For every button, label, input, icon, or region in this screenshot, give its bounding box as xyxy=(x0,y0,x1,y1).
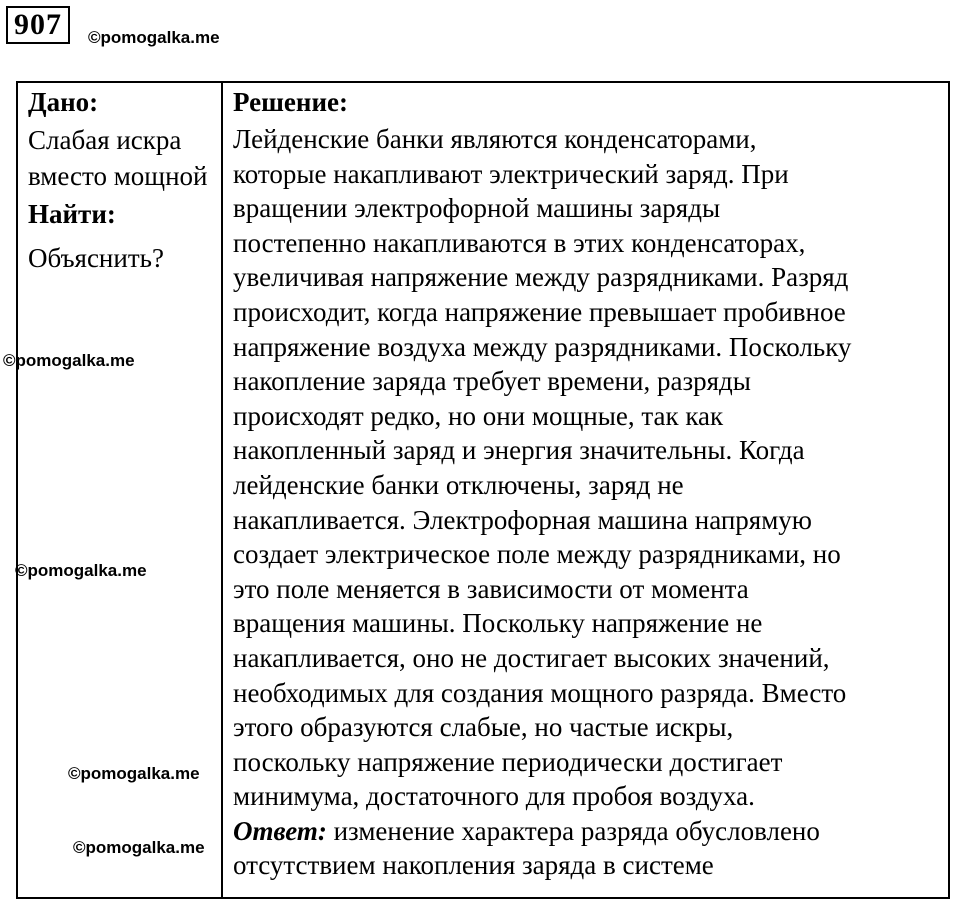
task-number: 907 xyxy=(6,6,70,44)
watermark: ©pomogalka.me xyxy=(3,351,135,370)
given-column xyxy=(28,82,218,276)
solution-label: Решение: xyxy=(233,87,348,117)
answer-label: Ответ: xyxy=(233,815,327,846)
given-label: Дано: xyxy=(28,87,99,117)
watermark: ©pomogalka.me xyxy=(68,764,200,783)
watermark: ©pomogalka.me xyxy=(15,561,147,580)
column-divider xyxy=(221,81,223,899)
find-label: Найти: xyxy=(28,199,116,229)
answer-text: изменение характера разряда обусловлено отсутствием накопления заряда в системе xyxy=(233,815,820,881)
watermark: ©pomogalka.me xyxy=(73,838,205,857)
solution-column xyxy=(233,82,945,883)
watermark: ©pomogalka.me xyxy=(88,28,220,47)
solution-text: Лейденские банки являются конденсаторами, которые накапливают электрический заряд. При вращении электрофорной машины заряды постепенно накапливаются в этих конденсаторах, увеличивая напряжение между разрядниками. Разряд происходит, когда напряжение превышает пробивное напряжение воздуха между разрядниками. Поскольку накопление заряда требует времени, разряды происходят редко, но они мощные, так как накопленный заряд и энергия значительны. Когда лейденские банки отключены, заряд не накапливается. Электрофорная машина напрямую создает электрическое поле между разрядниками, но это поле меняется в зависимости от момента вращения машины. Поскольку напряжение не накапливается, оно не достигает высоких значений, необходимых для создания мощного разряда. Вместо этого образуются слабые, но частые искры, поскольку напряжение периодически достигает минимума, достаточного для пробоя воздуха. xyxy=(233,124,852,812)
find-text: Объяснить? xyxy=(28,243,164,273)
answer-block xyxy=(233,814,945,883)
given-text: Слабая искра вместо мощной xyxy=(28,125,208,191)
